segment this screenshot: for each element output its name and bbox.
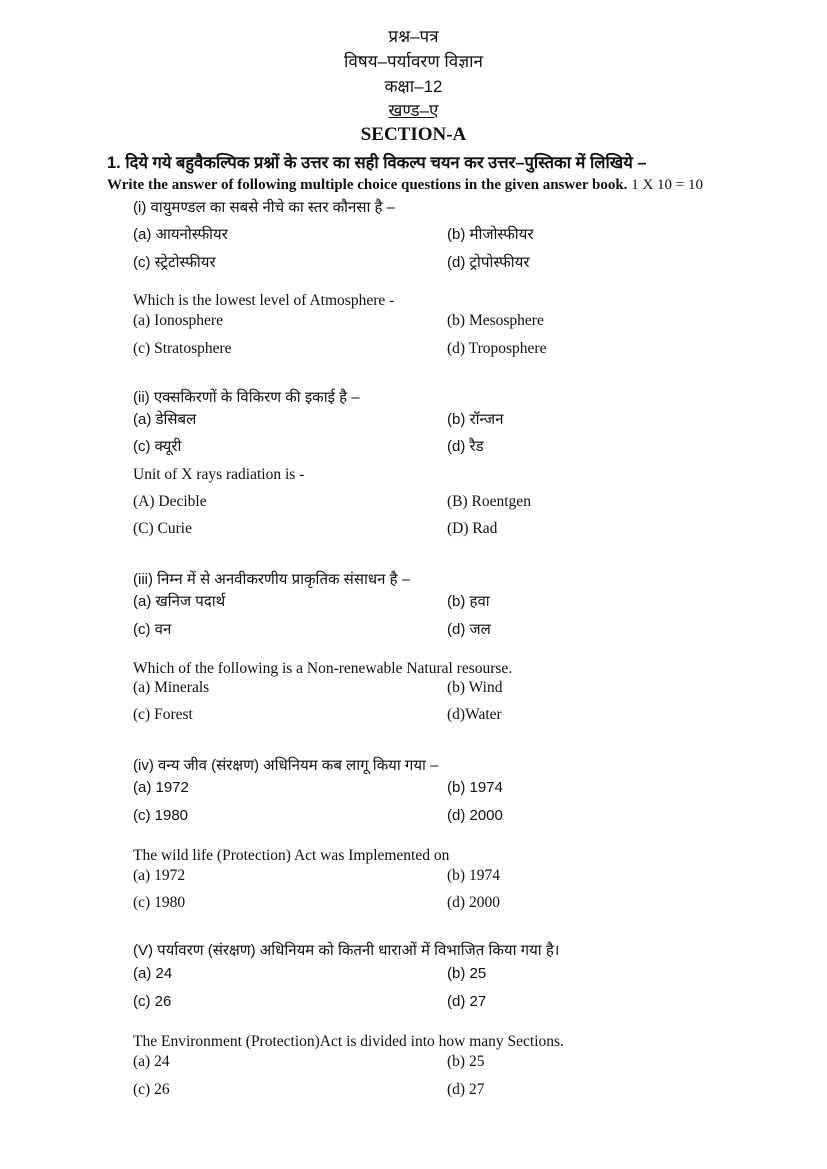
section-heading-english: SECTION-A	[360, 124, 467, 145]
section-heading-hindi: खण्ड–ए	[388, 101, 439, 120]
question-prompt: (ii) एक्सकिरणों के विकिरण की इकाई है –	[133, 389, 360, 406]
option-d: (d) 2000	[447, 894, 500, 911]
paper-title: प्रश्न–पत्र	[388, 27, 439, 46]
option-a: (A) Decible	[133, 493, 207, 510]
instruction-text: Write the answer of following multiple choice questions in the given answer book.	[107, 177, 628, 193]
option-b: (B) Roentgen	[447, 493, 531, 510]
option-a: (a) डेसिबल	[133, 411, 197, 428]
option-b: (b) Wind	[447, 679, 503, 696]
option-b: (b) 25	[447, 1053, 485, 1070]
question-prompt: Which is the lowest level of Atmosphere -	[133, 292, 395, 309]
option-c: (C) Curie	[133, 520, 192, 537]
option-c: (c) Stratosphere	[133, 340, 232, 357]
option-b: (b) Mesosphere	[447, 312, 544, 329]
question-prompt: Which of the following is a Non-renewable Natural resourse.	[133, 660, 513, 677]
question-prompt: Unit of X rays radiation is -	[133, 466, 305, 483]
option-c: (c) स्ट्रेटोस्फीयर	[133, 254, 216, 271]
option-b: (b) हवा	[447, 593, 490, 610]
question-prompt: (iii) निम्न में से अनवीकरणीय प्राकृतिक संसाधन है –	[133, 571, 411, 588]
option-d: (d) रैड	[447, 438, 484, 455]
question-1-instruction-hindi: 1. दिये गये बहुवैकल्पिक प्रश्नों के उत्तर का सही विकल्प चयन कर उत्तर–पुस्तिका में लिखिये –	[107, 154, 647, 172]
question-prompt: The Environment (Protection)Act is divided into how many Sections.	[133, 1033, 564, 1050]
option-a: (a) 1972	[133, 779, 189, 796]
option-a: (a) Minerals	[133, 679, 210, 696]
option-c: (c) क्यूरी	[133, 438, 182, 455]
option-d: (d) जल	[447, 621, 491, 638]
option-c: (c) वन	[133, 621, 172, 638]
option-c: (c) 26	[133, 993, 172, 1010]
question-prompt: (i) वायुमण्डल का सबसे नीचे का स्तर कौनसा है –	[133, 199, 396, 216]
option-b: (b) मीजोस्फीयर	[447, 226, 534, 243]
question-prompt: The wild life (Protection) Act was Implemented on	[133, 847, 450, 864]
question-prompt: (V) पर्यावरण (संरक्षण) अधिनियम को कितनी धाराओं में विभाजित किया गया है।	[133, 942, 560, 959]
option-c: (c) 26	[133, 1081, 170, 1098]
option-a: (a) आयनोस्फीयर	[133, 226, 228, 243]
option-a: (a) 24	[133, 965, 173, 982]
option-b: (b) 25	[447, 965, 487, 982]
option-d: (d) Troposphere	[447, 340, 547, 357]
marks: 1 X 10 = 10	[631, 177, 703, 193]
question-prompt: (iv) वन्य जीव (संरक्षण) अधिनियम कब लागू किया गया –	[133, 757, 439, 774]
option-c: (c) 1980	[133, 807, 189, 824]
option-d: (d) 27	[447, 1081, 485, 1098]
option-d: (d)Water	[447, 706, 502, 723]
class-heading: कक्षा–12	[384, 77, 443, 96]
option-c: (c) 1980	[133, 894, 186, 911]
option-a: (a) Ionosphere	[133, 312, 223, 329]
option-b: (b) रॉन्जन	[447, 411, 504, 428]
option-c: (c) Forest	[133, 706, 193, 723]
option-d: (d) ट्रोपोस्फीयर	[447, 254, 530, 271]
option-a: (a) 1972	[133, 867, 186, 884]
option-d: (d) 2000	[447, 807, 503, 824]
option-b: (b) 1974	[447, 867, 500, 884]
subject-heading: विषय–पर्यावरण विज्ञान	[344, 52, 483, 71]
option-d: (D) Rad	[447, 520, 498, 537]
option-b: (b) 1974	[447, 779, 503, 796]
option-d: (d) 27	[447, 993, 487, 1010]
option-a: (a) खनिज पदार्थ	[133, 593, 226, 610]
question-1-instruction-english	[107, 175, 703, 195]
option-a: (a) 24	[133, 1053, 170, 1070]
